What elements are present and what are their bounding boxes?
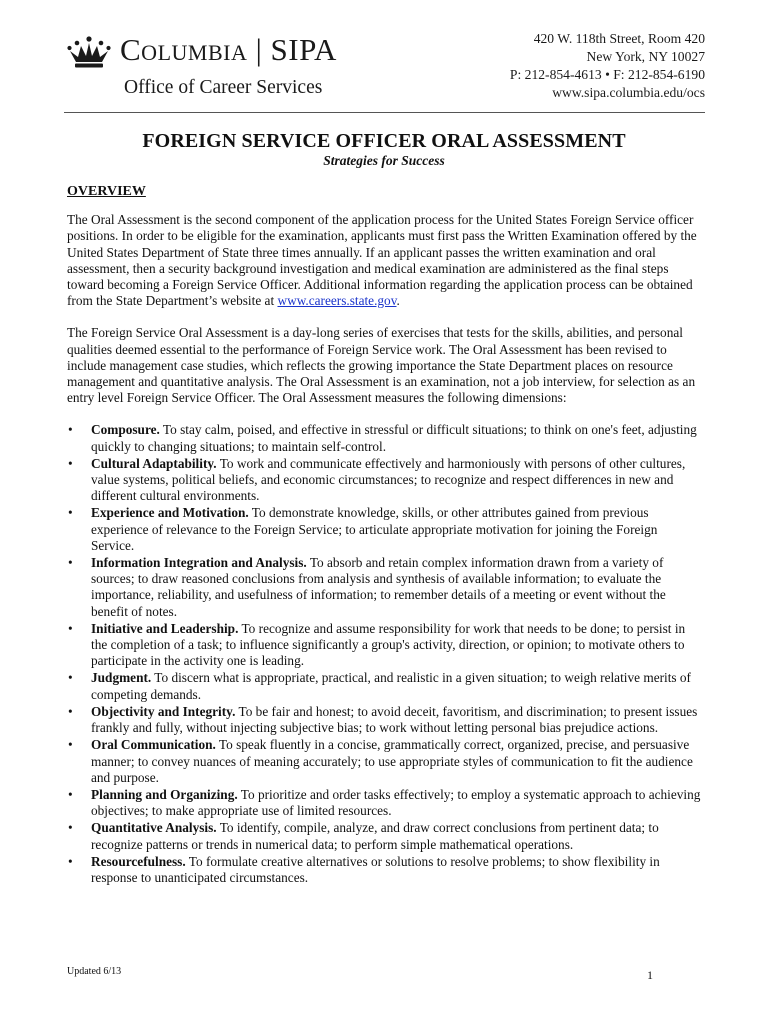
dimension-term: Planning and Organizing. [91,786,238,802]
bullet-icon: • [68,853,73,869]
dimension-term: Composure. [91,422,160,438]
dimension-text: To absorb and retain complex information drawn from a variety of sources; to draw reasoned conclusions from analysis and synthesis of available information; to evaluate the importance, reliability, and usefulness of information; to remember details of a meeting or event without the benefit of notes. [91,555,666,619]
list-item [67,456,701,505]
list-item [67,621,701,670]
bullet-icon: • [68,555,73,571]
paragraph-text: The Oral Assessment is the second component of the application process for the United States Foreign Service officer positions. In order to be eligible for the examination, applicants must first pass the Written Examination offered by the United States Department of State three times annually. If an applicant passes the written examination and oral assessment, then a security background investigation and medical examination are administered as the final steps toward becoming a Foreign Service Officer. Additional information regarding the application process can be obtained from the State Department’s website at [67,212,697,309]
list-item [67,704,701,736]
bullet-icon: • [68,786,73,802]
dimension-text: To demonstrate knowledge, skills, or other attributes gained from previous experience of relevance to the Foreign Service; to articulate appropriate motivation for joining the Foreign Service. [91,505,658,553]
dimension-text: To recognize and assume responsibility for work that needs to be done; to persist in the completion of a task; to influence significantly a group's activity, direction, or opinion; to motivate others to participate in the activity one is leading. [91,620,686,669]
website-line: www.sipa.columbia.edu/ocs [552,85,705,100]
bullet-icon: • [68,455,73,471]
bullet-icon: • [68,620,73,636]
updated-date: Updated 6/13 [67,966,122,977]
overview-paragraph-2: The Foreign Service Oral Assessment is a day-long series of exercises that tests for the skills, abilities, and personal qualities deemed essential to the performance of Foreign Service work. The Oral Assessment has been revised to include management case studies, which reflects the growing importance the State Department places on resource management and quantitative analysis. The Oral Assessment is an examination, not a job interview, for selection as an entry level Foreign Service Officer. The Oral Assessment measures the following dimensions: [67,325,696,406]
dimension-term: Resourcefulness. [91,853,186,869]
bullet-icon: • [68,422,73,438]
dimension-text: To stay calm, poised, and effective in stressful or difficult situations; to think on one's feet, adjusting quickly to changing situations; to maintain self-control. [91,422,697,454]
dimension-term: Information Integration and Analysis. [91,555,307,571]
list-item [67,737,701,786]
page-number: 1 [647,968,653,982]
dimension-term: Quantitative Analysis. [91,820,217,836]
phone-fax-line: P: 212-854-4613 • F: 212-854-6190 [509,67,705,82]
dimension-text: To formulate creative alternatives or solutions to resolve problems; to show flexibility in response to unanticipated circumstances. [91,853,660,885]
list-item [67,670,701,702]
dimension-term: Judgment. [91,670,152,686]
address-line: 420 W. 118th Street, Room 420 [533,31,705,46]
list-item [67,854,701,886]
crown-icon [66,36,112,70]
office-name: Office of Career Services [124,77,323,98]
dimension-text: To speak fluently in a concise, grammatically correct, organized, precise, and persuasive manner; to convey nuances of meaning accurately; to use appropriate styles of communication to fit the audience and purpose. [91,737,693,785]
list-item [67,505,701,554]
bullet-icon: • [68,737,73,753]
overview-paragraph-1 [67,212,701,309]
dimension-term: Experience and Motivation. [91,505,249,521]
list-item [67,787,701,819]
document-body [67,184,701,887]
header-divider [64,112,705,113]
bullet-icon: • [68,703,73,719]
paragraph-text: . [396,293,400,309]
document-title: FOREIGN SERVICE OFFICER ORAL ASSESSMENT [142,130,626,152]
dimension-term: Cultural Adaptability. [91,455,217,471]
list-item [67,555,701,620]
document-subtitle: Strategies for Success [323,153,445,168]
bullet-icon: • [68,820,73,836]
dimension-text: To work and communicate effectively and harmoniously with persons of other cultures, value systems, political beliefs, and economic circumstances; to recognize and respect differences in new and different cultural environments. [91,455,686,504]
dimension-text: To prioritize and order tasks effectively; to employ a systematic approach to achieving objectives; to make appropriate use of limited resources. [91,786,701,819]
bullet-icon: • [68,670,73,686]
address-block [510,30,705,102]
address-line: New York, NY 10027 [586,49,705,64]
dimension-term: Objectivity and Integrity. [91,703,236,719]
careers-link[interactable]: www.careers.state.gov [277,293,397,309]
dimension-term: Oral Communication. [91,737,216,753]
overview-heading: OVERVIEW [67,184,146,199]
dimension-text: To discern what is appropriate, practical, and realistic in a given situation; to weigh relative merits of competing demands. [91,670,691,702]
org-name: Columbia | SIPA [120,32,337,67]
dimension-term: Initiative and Leadership. [91,620,239,636]
bullet-icon: • [68,505,73,521]
dimensions-list [67,422,701,886]
dimension-text: To identify, compile, analyze, and draw correct conclusions from pertinent data; to recognize patterns or trends in numerical data; to perform simple mathematical operations. [91,820,659,852]
list-item [67,820,701,852]
dimension-text: To be fair and honest; to avoid deceit, favoritism, and discrimination; to present issues frankly and fully, without injecting subjective bias; to work without letting personal bias prejudice actions. [91,703,698,736]
list-item [67,422,701,454]
